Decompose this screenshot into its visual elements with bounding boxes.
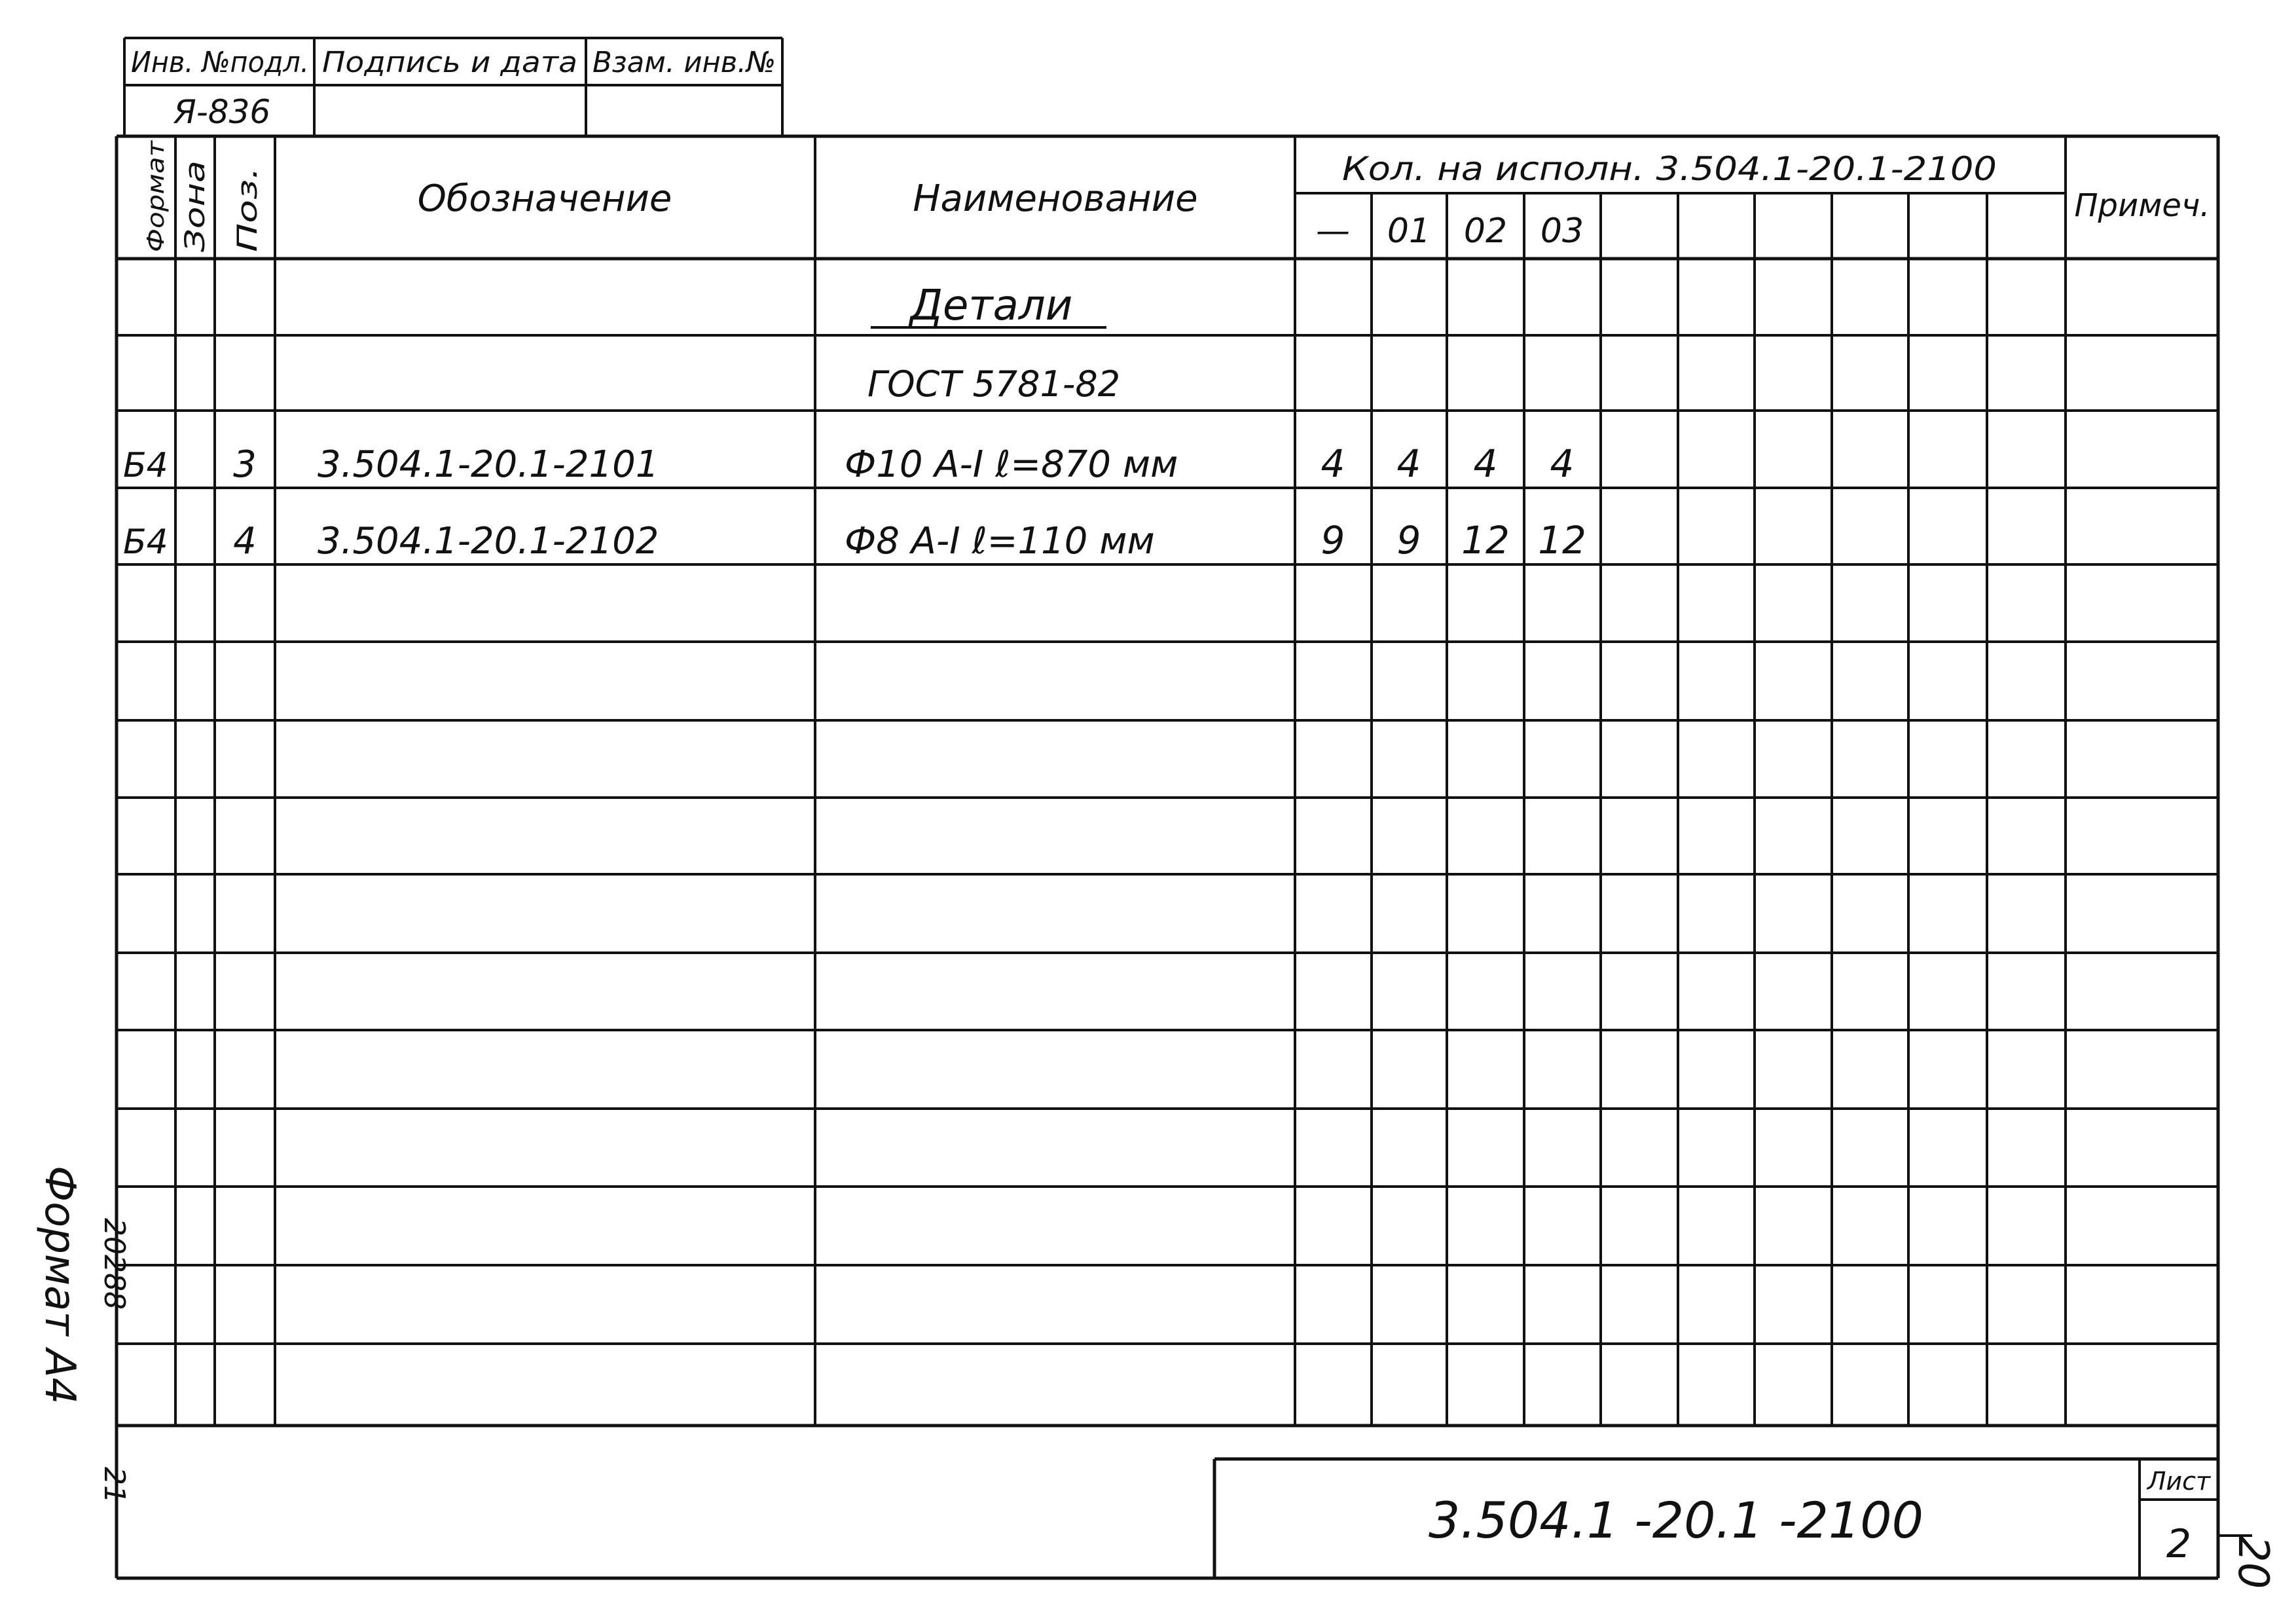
header-qty-title: Кол. на исполн. 3.504.1-20.1-2100 (1342, 150, 1997, 188)
format-label: Формат А4 (35, 1166, 84, 1405)
standard-reference: ГОСТ 5781-82 (867, 363, 1121, 405)
header-zone: Зона (179, 183, 211, 252)
row-qty-01: 9 (1396, 518, 1421, 563)
sheet-label: Лист (2147, 1467, 2211, 1496)
table-row (123, 441, 1574, 486)
stamp-header-inv: Инв. №подл. (131, 46, 309, 79)
header-format: Формат (143, 156, 170, 252)
row-designation: 3.504.1-20.1-2102 (318, 520, 659, 563)
header-pos: Поз. (231, 191, 263, 252)
row-name: Ф8 А-I ℓ=110 мм (845, 520, 1155, 563)
row-designation: 3.504.1-20.1-2101 (318, 443, 659, 486)
stamp-header-replace: Взам. инв.№ (592, 46, 776, 79)
document-code: 3.504.1 -20.1 -2100 (1429, 1491, 1923, 1549)
header-variant-03: 03 (1540, 212, 1584, 251)
row-qty-02: 4 (1473, 441, 1498, 486)
row-qty-base: 9 (1321, 518, 1345, 563)
header-name: Наименование (913, 177, 1198, 220)
spec-table-frame (117, 136, 2252, 1578)
header-designation: Обозначение (417, 177, 672, 220)
row-pos: 4 (233, 520, 257, 563)
row-qty-02: 12 (1461, 518, 1510, 563)
row-name: Ф10 А-I ℓ=870 мм (845, 443, 1178, 486)
stamp-header-signature: Подпись и дата (322, 46, 577, 79)
header-variant-02: 02 (1463, 212, 1508, 251)
header-variant-01: 01 (1387, 212, 1431, 251)
margin-number-a: 21 (98, 1467, 131, 1504)
stamp-inv-value: Я-836 (173, 93, 271, 131)
header-note: Примеч. (2074, 187, 2210, 224)
row-qty-base: 4 (1321, 441, 1345, 486)
row-format: Б4 (123, 446, 168, 485)
row-qty-01: 4 (1396, 441, 1421, 486)
row-pos: 3 (233, 443, 257, 486)
section-title: Детали (910, 282, 1073, 330)
row-qty-03: 4 (1550, 441, 1575, 486)
page-number: 20 (2229, 1536, 2277, 1589)
row-qty-03: 12 (1538, 518, 1586, 563)
header-variant-base: — (1316, 212, 1350, 251)
margin-number-b: 20288 (98, 1218, 131, 1310)
sheet-number: 2 (2166, 1521, 2192, 1567)
table-row (123, 518, 1586, 563)
row-format: Б4 (123, 523, 168, 562)
